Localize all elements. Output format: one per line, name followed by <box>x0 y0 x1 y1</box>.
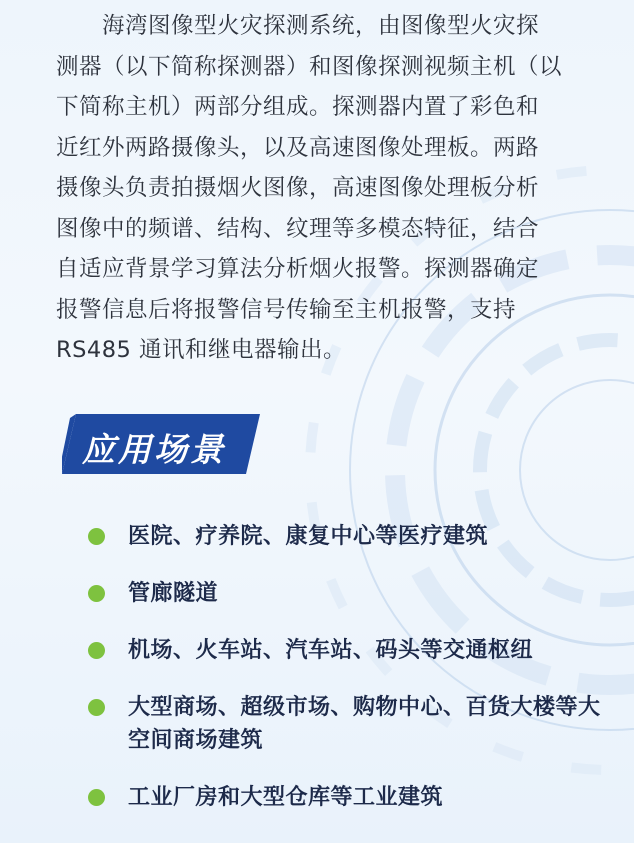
list-item <box>88 781 608 814</box>
list-item <box>88 520 608 553</box>
scene-text: 工业厂房和大型仓库等工业建筑 <box>128 785 444 810</box>
scene-text: 医院、疗养院、康复中心等医疗建筑 <box>128 524 489 549</box>
list-item <box>88 691 608 757</box>
bullet-dot-icon <box>88 528 105 545</box>
intro-paragraph <box>56 6 596 371</box>
list-item <box>88 577 608 610</box>
intro-line: RS485 通讯和继电器输出。 <box>56 337 347 363</box>
intro-line: 摄像头负责拍摄烟火图像，高速图像处理板分析 <box>56 175 540 201</box>
intro-line: 测器（以下简称探测器）和图像探测视频主机（以 <box>56 53 563 80</box>
bullet-dot-icon <box>88 789 105 806</box>
application-scene-list <box>88 520 608 838</box>
scene-text: 管廊隧道 <box>128 581 219 606</box>
scene-text: 机场、火车站、汽车站、码头等交通枢纽 <box>128 638 534 663</box>
bullet-dot-icon <box>88 642 105 659</box>
section-title: 应用场景 <box>82 430 226 469</box>
list-item <box>88 634 608 667</box>
bullet-dot-icon <box>88 585 105 602</box>
bullet-dot-icon <box>88 699 105 716</box>
section-heading-badge <box>62 412 260 478</box>
scene-text: 大型商场、超级市场、购物中心、百货大楼等大空间商场建筑 <box>128 695 601 753</box>
intro-line: 图像中的频谱、结构、纹理等多模态特征，结合 <box>56 215 540 242</box>
intro-line: 海湾图像型火灾探测系统，由图像型火灾探 <box>56 13 540 39</box>
intro-line: 报警信息后将报警信号传输至主机报警，支持 <box>56 296 517 323</box>
intro-line: 近红外两路摄像头，以及高速图像处理板。两路 <box>56 134 540 161</box>
intro-line: 自适应背景学习算法分析烟火报警。探测器确定 <box>56 256 540 282</box>
intro-line: 下简称主机）两部分组成。探测器内置了彩色和 <box>56 94 540 120</box>
